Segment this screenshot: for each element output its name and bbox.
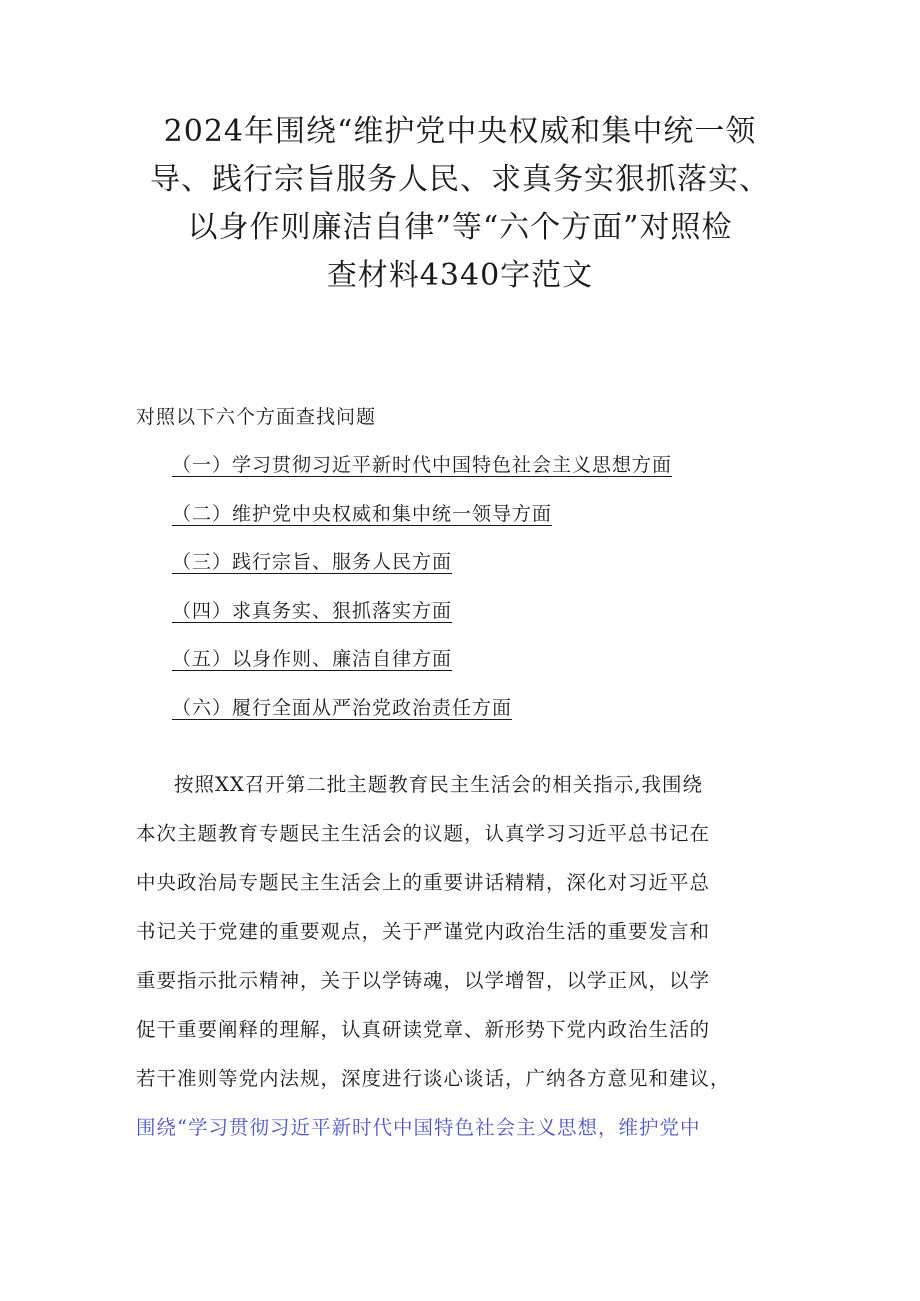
- toc-link-4[interactable]: （四）求真务实、狠抓落实方面: [172, 599, 453, 622]
- body-line-2: 本次主题教育专题民主生活会的议题，认真学习习近平总书记在: [136, 822, 711, 845]
- body-line-4: 书记关于党建的重要观点，关于严谨党内政治生活的重要发言和: [136, 920, 711, 943]
- toc-item-6: [172, 693, 672, 742]
- body-line-3: 中央政治局专题民主生活会上的重要讲话精精，深化对习近平总: [136, 871, 711, 894]
- title-line-1: 2024年围绕“维护党中央权威和集中统一领: [163, 114, 757, 149]
- document-title: [130, 108, 790, 300]
- toc-link-5[interactable]: （五）以身作则、廉洁自律方面: [172, 648, 453, 670]
- toc-heading: 对照以下六个方面查找问题: [136, 406, 377, 428]
- body-line-1: 按照XX召开第二批主题教育民主生活会的相关指示,我围绕: [174, 773, 703, 796]
- body-line-7: 若干准则等党内法规，深度进行谈心谈话，广纳各方意见和建议，: [136, 1067, 731, 1090]
- body-line-5: 重要指示批示精神，关于以学铸魂，以学增智，以学正风，以学: [136, 969, 711, 992]
- body-line-8-highlighted: 围绕“学习贯彻习近平新时代中国特色社会主义思想，维护党中: [136, 1116, 701, 1139]
- title-line-4: 查材料4340字范文: [326, 258, 594, 293]
- body-paragraph: [136, 760, 796, 1152]
- toc-link-3[interactable]: （三）践行宗旨、服务人民方面: [172, 551, 453, 573]
- toc-item-3: [172, 547, 672, 596]
- toc-item-5: [172, 644, 672, 693]
- toc-item-1: [172, 450, 672, 499]
- toc-item-4: [172, 596, 672, 645]
- toc-item-2: [172, 499, 672, 548]
- title-line-2: 导、践行宗旨服务人民、求真务实狠抓落实、: [150, 162, 770, 197]
- title-line-3: 以身作则廉洁自律”等“六个方面”对照检: [187, 210, 733, 245]
- toc-link-2[interactable]: （二）维护党中央权威和集中统一领导方面: [172, 502, 553, 525]
- toc-link-6[interactable]: （六）履行全面从严治党政治责任方面: [172, 696, 513, 719]
- toc-link-1[interactable]: （一）学习贯彻习近平新时代中国特色社会主义思想方面: [172, 454, 673, 476]
- body-line-6: 促干重要阐释的理解，认真研读党章、新形势下党内政治生活的: [136, 1018, 711, 1041]
- table-of-contents: [172, 450, 672, 741]
